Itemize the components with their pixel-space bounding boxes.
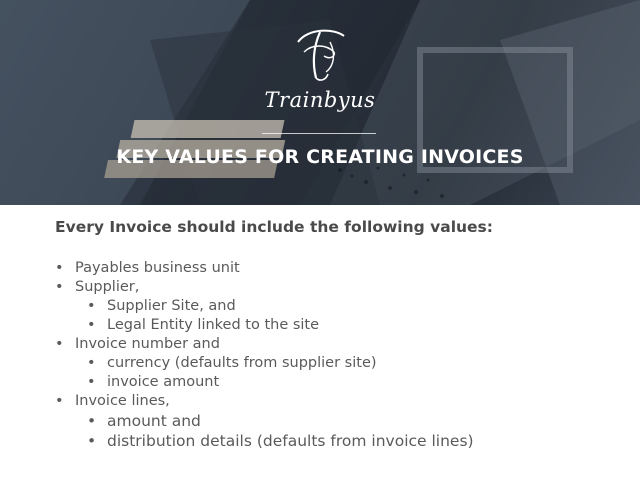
sub-list-item-label: Supplier Site, and (107, 298, 236, 314)
intro-text: Every Invoice should include the following values: (55, 218, 493, 236)
sub-list-item (55, 316, 625, 335)
slide-title: KEY VALUES FOR CREATING INVOICES (116, 146, 524, 168)
key-values-list (55, 259, 625, 451)
sub-list-item-label: invoice amount (107, 374, 220, 390)
sub-list-item-label: amount and (107, 412, 201, 430)
list-item-label: Payables business unit (75, 260, 240, 276)
sub-list-item-label: Legal Entity linked to the site (107, 317, 320, 333)
list-item (55, 335, 625, 354)
list-item (55, 259, 625, 278)
sub-list-item (55, 431, 625, 451)
trainbyus-logo-icon (290, 22, 350, 86)
sub-list-item (55, 411, 625, 431)
list-item (55, 278, 625, 297)
sub-list-item-label: distribution details (defaults from invoice lines) (107, 432, 474, 450)
header-banner (0, 0, 640, 205)
slide-content (55, 218, 625, 451)
sub-list-item (55, 354, 625, 373)
sub-list-item-label: currency (defaults from supplier site) (107, 355, 377, 371)
list-item-label: Invoice number and (75, 336, 220, 352)
list-item-label: Supplier, (75, 279, 140, 295)
brand-name: Trainbyus (264, 88, 376, 112)
list-item-label: Invoice lines, (75, 393, 170, 409)
sub-list-item (55, 297, 625, 316)
brand-divider (262, 133, 376, 134)
sub-list-item (55, 373, 625, 392)
list-item (55, 392, 625, 411)
